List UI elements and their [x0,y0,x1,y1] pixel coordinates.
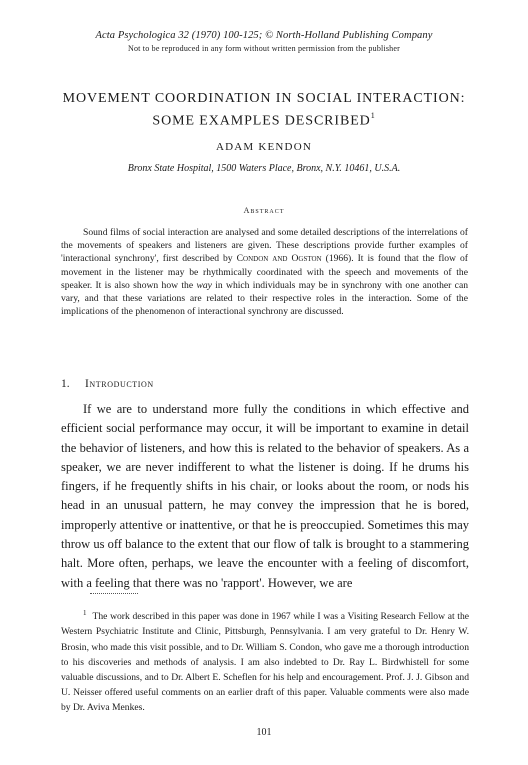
footnote-text: The work described in this paper was done in 1967 while I was a Visiting Research Fellow at the Western Psychiatric Institute and Clinic, Pittsburgh, Pennsylvania. I am very grateful to Dr. Henry W. Brosin, who made this visit possible, and to Dr. William S. Condon, who gave me a thorough introduction to his discoveries and methods of analysis. I am also indebted to Dr. Ray L. Birdwhistell for some valuable discussions, and to Dr. Albert E. Scheflen for his help and encouragement. Prof. J. J. Gibson and U. Neisser offered useful comments on an earlier draft of this paper. Valuable comments were also made by Dr. Aviva Menkes. [61,611,469,714]
section-number: 1. [61,378,70,390]
title-line-1: MOVEMENT COORDINATION IN SOCIAL INTERACTION: [62,91,466,106]
section-title: Introduction [85,378,154,390]
footnote-marker: 1 [83,609,87,617]
page-number: 101 [256,727,272,738]
introduction-body [61,400,469,593]
abstract-heading: Abstract [243,206,285,215]
journal-citation: Acta Psychologica 32 (1970) 100-125; © North-Holland Publishing Company [95,30,433,41]
introduction-paragraph: If we are to understand more fully the conditions in which effective and efficient social performance may occur, it will be important to examine in detail the behavior of listeners, and how this is related to the behavior of speakers. As a speaker, we are never indifferent to what the listener is doing. If he drums his fingers, if he frequently shifts in his chair, or looks about the room, or nods his head in an unusual pattern, he may convey the impression that he is bored, improperly attentive or inattentive, or that he is preoccupied. Sometimes this may throw us off balance to the extent that our flow of talk is brought to a stammering halt. More often, perhaps, we leave the encounter with a feeling of discomfort, with a feeling that there was no 'rapport'. However, we are [61,402,469,590]
title-line-2 [0,108,528,131]
footnote-paragraph [61,606,469,716]
abstract-cited-authors: Condon and Ogston [236,253,322,265]
abstract-body [61,226,468,318]
title-line-2-text: SOME EXAMPLES DESCRIBED [152,113,371,129]
abstract-text-3: in which individuals may be in synchrony with one another can vary, and that these variations are related to their respective roles in the interaction. Some of the implications of the phenomenon of interactional synchrony are discussed. [61,279,468,318]
abstract-text-2: (1966). It is found that the flow of movement in the listener may be rhythmically coordinated with the speech and movements of the speaker. It is also shown how the [61,253,468,291]
abstract-text-1: Sound films of social interaction are analysed and some detailed descriptions of the interrelations of the movements of speakers and listeners are given. These descriptions provide further examples of 'interactional synchrony', first described by [61,227,468,265]
abstract-emphasis: way [196,279,212,291]
footnote-divider [90,593,138,594]
section-heading [61,378,154,390]
paper-title [0,90,528,131]
footnote [61,606,469,716]
author-name: ADAM KENDON [215,141,312,153]
author-affiliation: Bronx State Hospital, 1500 Waters Place, Bronx, N.Y. 10461, U.S.A. [127,163,401,174]
abstract-paragraph [61,226,468,318]
reproduction-notice: Not to be reproduced in any form without written permission from the publisher [128,44,400,53]
title-footnote-marker: 1 [370,111,376,120]
